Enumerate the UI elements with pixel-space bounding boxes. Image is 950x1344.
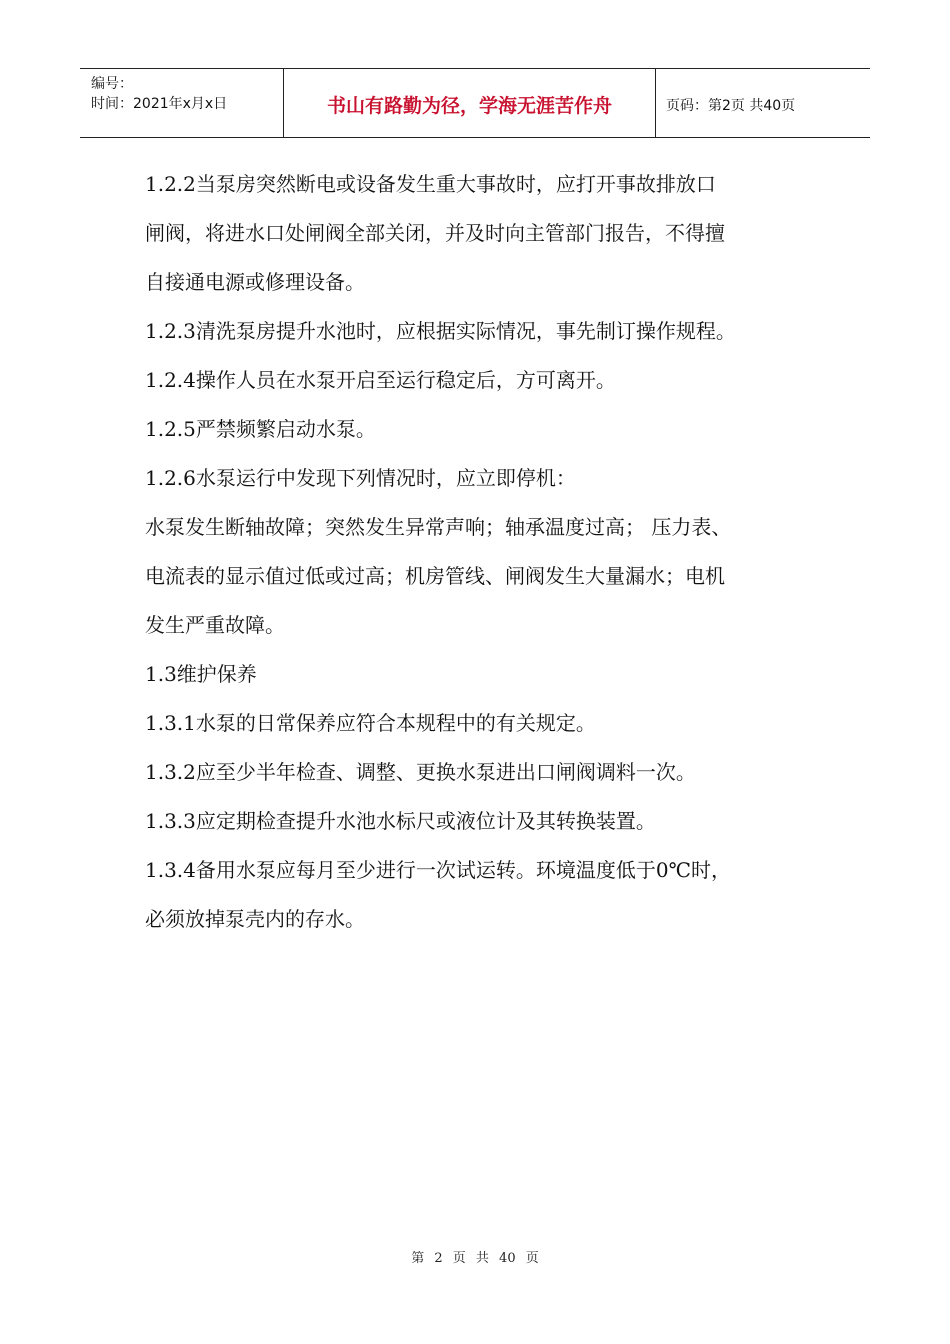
header-page-info: 页码：第2页 共40页 xyxy=(666,98,796,114)
header-number-label: 编号： xyxy=(91,76,133,92)
section-heading: 1.3维护保养 xyxy=(145,662,257,686)
body-line: 电流表的显示值过低或过高；机房管线、闸阀发生大量漏水；电机 xyxy=(145,564,725,588)
header-meta-cell xyxy=(80,69,282,137)
header-motto-cell xyxy=(283,69,656,137)
body-content xyxy=(145,160,810,944)
body-line: 1.2.5严禁频繁启动水泵。 xyxy=(145,417,376,441)
page-footer: 第 2 页 共 40 页 xyxy=(411,1251,539,1266)
header-time-label: 时间：2021年x月x日 xyxy=(91,96,228,112)
page-header-table xyxy=(80,68,870,138)
body-line: 1.2.3清洗泵房提升水池时，应根据实际情况，事先制订操作规程。 xyxy=(145,319,736,343)
body-line: 1.2.4操作人员在水泵开启至运行稳定后，方可离开。 xyxy=(145,368,616,392)
header-page-cell xyxy=(655,69,870,137)
body-line: 发生严重故障。 xyxy=(145,613,285,637)
body-line: 1.3.1水泵的日常保养应符合本规程中的有关规定。 xyxy=(145,711,596,735)
body-line: 水泵发生断轴故障；突然发生异常声响；轴承温度过高； 压力表、 xyxy=(145,515,732,539)
body-line: 必须放掉泵壳内的存水。 xyxy=(145,907,365,931)
body-line: 1.2.2当泵房突然断电或设备发生重大事故时，应打开事故排放口 xyxy=(145,172,716,196)
body-line: 1.3.2应至少半年检查、调整、更换水泵进出口闸阀调料一次。 xyxy=(145,760,696,784)
body-line: 1.3.4备用水泵应每月至少进行一次试运转。环境温度低于0℃时， xyxy=(145,858,731,882)
body-line: 自接通电源或修理设备。 xyxy=(145,270,365,294)
header-motto: 书山有路勤为径，学海无涯苦作舟 xyxy=(326,95,612,117)
body-line: 1.3.3应定期检查提升水池水标尺或液位计及其转换装置。 xyxy=(145,809,656,833)
body-line: 1.2.6水泵运行中发现下列情况时，应立即停机： xyxy=(145,466,576,490)
body-line: 闸阀，将进水口处闸阀全部关闭，并及时向主管部门报告，不得擅 xyxy=(145,221,725,245)
